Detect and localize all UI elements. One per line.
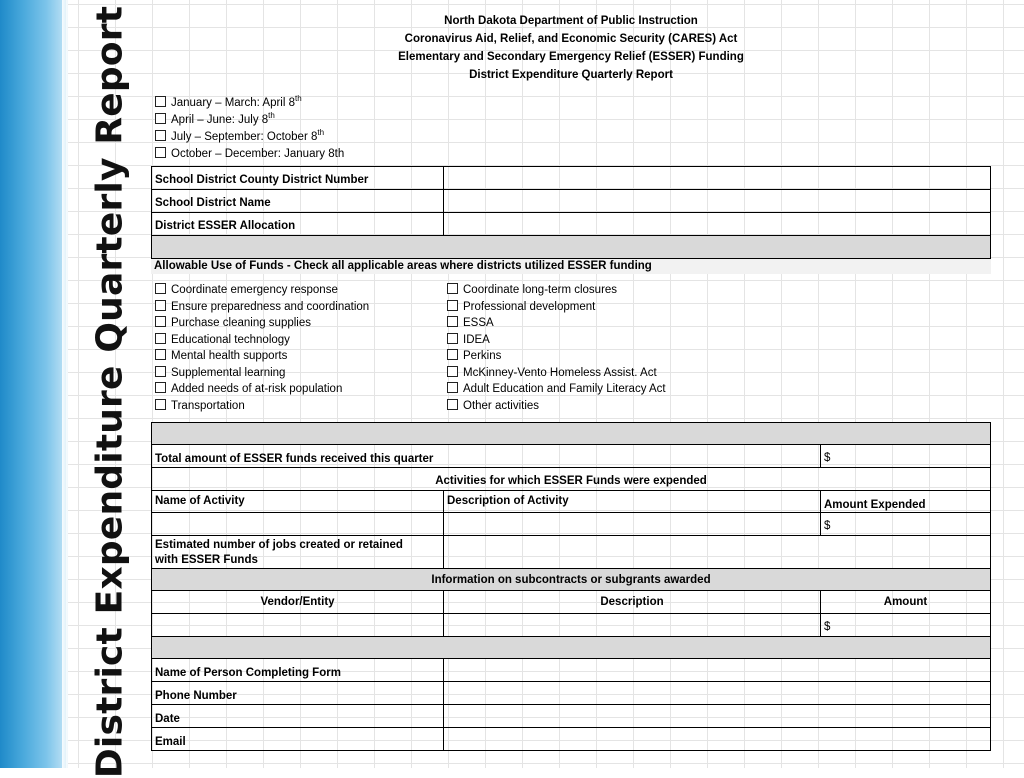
form-header (151, 12, 991, 84)
use-option[interactable] (155, 348, 443, 365)
use-label: Added needs of at-risk population (171, 383, 343, 395)
checkbox-icon[interactable] (155, 283, 166, 294)
quarter-label: April – June: July 8 (171, 113, 269, 126)
use-option[interactable] (155, 282, 443, 299)
district-name-label: School District Name (152, 190, 444, 212)
slide-title: District Expenditure Quarterly Report (89, 5, 131, 778)
use-option[interactable] (447, 282, 991, 299)
use-label: Mental health supports (171, 350, 288, 362)
checkbox-icon[interactable] (447, 366, 458, 377)
email-label: Email (152, 728, 444, 750)
use-label: Educational technology (171, 333, 290, 346)
use-label: Ensure preparedness and coordination (171, 300, 370, 313)
header-line-2: Coronavirus Aid, Relief, and Economic Security (CARES) Act (404, 33, 738, 45)
subcontracts-heading: Information on subcontracts or subgrants awarded (431, 574, 711, 586)
checkbox-icon[interactable] (155, 399, 166, 410)
quarter-label: October – December: January 8th (171, 147, 345, 160)
use-label: Adult Education and Family Literacy Act (463, 383, 666, 395)
header-line-3: Elementary and Secondary Emergency Relief (ESSER) Funding (398, 51, 744, 63)
checkbox-icon[interactable] (155, 382, 166, 393)
allowable-uses-left-column (151, 282, 443, 414)
jobs-label-line-1: Estimated number of jobs created or retained (155, 539, 403, 551)
use-option[interactable] (447, 365, 991, 382)
date-row (152, 705, 990, 728)
use-label: Perkins (463, 350, 502, 362)
checkbox-icon[interactable] (155, 96, 166, 107)
left-decorative-band (0, 0, 66, 768)
checkbox-icon[interactable] (155, 366, 166, 377)
person-field[interactable] (444, 659, 990, 681)
activity-name-header: Name of Activity (152, 491, 444, 512)
use-label: Other activities (463, 399, 540, 412)
use-label: ESSA (463, 317, 494, 329)
total-received-row (152, 445, 990, 468)
use-option[interactable] (155, 381, 443, 398)
checkbox-icon[interactable] (155, 349, 166, 360)
checkbox-icon[interactable] (447, 316, 458, 327)
quarter-suffix: th (317, 128, 325, 137)
use-label: Coordinate long-term closures (463, 284, 618, 296)
jobs-row (152, 536, 990, 569)
subcontract-amount-field[interactable]: $ (824, 621, 831, 633)
quarter-options (151, 90, 991, 158)
expenditure-table (151, 422, 991, 751)
subcontracts-heading-row (152, 569, 990, 591)
activity-description-field[interactable] (444, 513, 821, 535)
district-number-field[interactable] (444, 167, 990, 189)
district-info-table (151, 166, 991, 258)
checkbox-icon[interactable] (447, 283, 458, 294)
checkbox-icon[interactable] (155, 316, 166, 327)
header-line-1: North Dakota Department of Public Instruction (444, 15, 698, 27)
checkbox-icon[interactable] (447, 333, 458, 344)
allocation-field[interactable] (444, 213, 990, 235)
allowable-uses-right-column (443, 282, 991, 414)
use-option[interactable] (155, 398, 443, 415)
jobs-field[interactable] (444, 536, 990, 568)
district-name-row (152, 190, 990, 213)
activity-entry-row (152, 513, 990, 536)
activity-description-header: Description of Activity (444, 491, 821, 512)
allowable-uses-options (151, 282, 991, 414)
checkbox-icon[interactable] (155, 130, 166, 141)
use-option[interactable] (447, 315, 991, 332)
quarter-suffix: th (268, 111, 275, 120)
use-label: McKinney-Vento Homeless Assist. Act (463, 366, 657, 379)
use-option[interactable] (447, 381, 991, 398)
quarter-label: July – September: October 8 (171, 130, 318, 143)
district-number-label: School District County District Number (152, 167, 444, 189)
use-option[interactable] (155, 315, 443, 332)
allocation-row (152, 213, 990, 236)
amount-expended-header: Amount Expended (824, 499, 926, 511)
total-received-label: Total amount of ESSER funds received this quarter (152, 445, 821, 467)
gray-separator (152, 236, 990, 258)
use-option[interactable] (447, 348, 991, 365)
vendor-field[interactable] (152, 614, 444, 636)
use-label: Coordinate emergency response (171, 284, 338, 296)
use-label: IDEA (463, 333, 490, 346)
jobs-label-line-2: with ESSER Funds (155, 554, 258, 566)
use-label: Professional development (463, 300, 596, 313)
checkbox-icon[interactable] (155, 300, 166, 311)
quarter-option[interactable] (151, 107, 991, 124)
use-label: Supplemental learning (171, 366, 286, 379)
use-option[interactable] (155, 365, 443, 382)
phone-row (152, 682, 990, 705)
subcontract-description-header: Description (444, 591, 821, 613)
subcontract-entry-row (152, 614, 990, 637)
activities-heading: Activities for which ESSER Funds were expended (435, 475, 707, 487)
checkbox-icon[interactable] (155, 147, 166, 158)
quarter-suffix: th (295, 94, 302, 103)
checkbox-icon[interactable] (155, 113, 166, 124)
checkbox-icon[interactable] (155, 333, 166, 344)
use-option[interactable] (155, 332, 443, 349)
checkbox-icon[interactable] (447, 349, 458, 360)
person-row (152, 659, 990, 682)
subcontract-description-field[interactable] (444, 614, 821, 636)
checkbox-icon[interactable] (447, 382, 458, 393)
vendor-header: Vendor/Entity (152, 591, 444, 613)
allocation-label: District ESSER Allocation (152, 213, 444, 235)
use-label: Transportation (171, 399, 245, 412)
quarter-option[interactable] (151, 141, 991, 158)
use-option[interactable] (447, 398, 991, 415)
email-row (152, 728, 990, 751)
use-label: Purchase cleaning supplies (171, 317, 312, 329)
gray-separator (152, 637, 990, 659)
phone-label: Phone Number (152, 682, 444, 704)
gray-separator (152, 423, 990, 445)
subcontract-amount-header: Amount (883, 596, 928, 608)
jobs-label (152, 536, 444, 568)
district-number-row (152, 167, 990, 190)
phone-field[interactable] (444, 682, 990, 704)
activities-heading-row (152, 468, 990, 491)
quarter-label: January – March: April 8 (171, 96, 296, 109)
total-received-field[interactable]: $ (824, 452, 831, 464)
expenditure-report-form (151, 12, 991, 751)
checkbox-icon[interactable] (447, 399, 458, 410)
subcontracts-column-headers (152, 591, 990, 614)
person-label: Name of Person Completing Form (152, 659, 444, 681)
email-field[interactable] (444, 728, 990, 750)
activities-column-headers (152, 491, 990, 513)
activity-name-field[interactable] (152, 513, 444, 535)
amount-expended-field[interactable]: $ (824, 520, 831, 532)
date-field[interactable] (444, 705, 990, 727)
allowable-uses-heading: Allowable Use of Funds - Check all applicable areas where districts utilized ESSER funding (151, 258, 991, 274)
date-label: Date (152, 705, 444, 727)
checkbox-icon[interactable] (447, 300, 458, 311)
header-line-4: District Expenditure Quarterly Report (469, 69, 673, 81)
use-option[interactable] (447, 332, 991, 349)
district-name-field[interactable] (444, 190, 990, 212)
use-option[interactable] (155, 299, 443, 316)
use-option[interactable] (447, 299, 991, 316)
quarter-option[interactable] (151, 90, 991, 107)
quarter-option[interactable] (151, 124, 991, 141)
